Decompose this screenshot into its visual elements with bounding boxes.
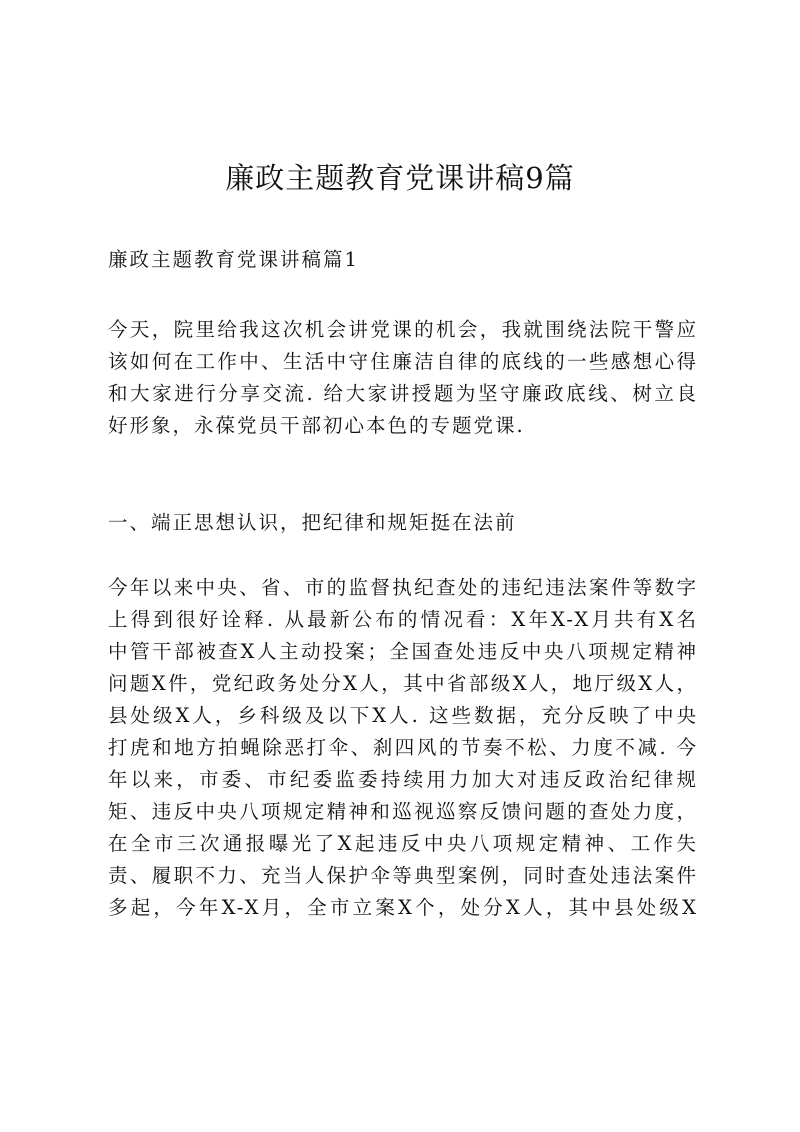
paragraph-line: 责、履职不力、充当人保护伞等典型案例，同时查处违法案件: [108, 864, 698, 887]
paragraph-line: 今年以来中央、省、市的监督执纪查处的违纪违法案件等数字: [108, 576, 698, 599]
paragraph-line: 好形象，永葆党员干部初心本色的专题党课.: [108, 414, 525, 437]
paragraph-line: 和大家进行分享交流. 给大家讲授题为坚守廉政底线、树立良: [108, 382, 698, 405]
paragraph-line: 上得到很好诠释. 从最新公布的情况看：X年X-X月共有X名: [108, 608, 698, 631]
paragraph-line: 多起，今年X-X月，全市立案X个，处分X人，其中县处级X: [108, 896, 698, 919]
paragraph-line: 在全市三次通报曝光了X起违反中央八项规定精神、工作失: [108, 832, 698, 855]
document-subtitle: 廉政主题教育党课讲稿篇1: [108, 248, 359, 271]
document-title: 廉政主题教育党课讲稿9篇: [225, 161, 575, 195]
paragraph-intro: [108, 314, 698, 442]
paragraph-line: 中管干部被查X人主动投案；全国查处违反中央八项规定精神: [108, 640, 698, 663]
paragraph-line: 年以来，市委、市纪委监委持续用力加大对违反政治纪律规: [108, 768, 698, 791]
paragraph-line: 该如何在工作中、生活中守住廉洁自律的底线的一些感想心得: [108, 350, 698, 373]
paragraph-line: 今天，院里给我这次机会讲党课的机会，我就围绕法院干警应: [108, 318, 698, 341]
paragraph-line: 问题X件，党纪政务处分X人，其中省部级X人，地厅级X人，: [108, 672, 698, 695]
paragraph-line: 打虎和地方拍蝇除恶打伞、刹四风的节奏不松、力度不减. 今: [108, 736, 698, 759]
section-heading: 一、端正思想认识，把纪律和规矩挺在法前: [108, 511, 517, 534]
paragraph-line: 县处级X人，乡科级及以下X人. 这些数据，充分反映了中央: [108, 704, 698, 727]
paragraph-line: 矩、违反中央八项规定精神和巡视巡察反馈问题的查处力度，: [108, 800, 698, 823]
paragraph-section-1: [108, 572, 698, 924]
